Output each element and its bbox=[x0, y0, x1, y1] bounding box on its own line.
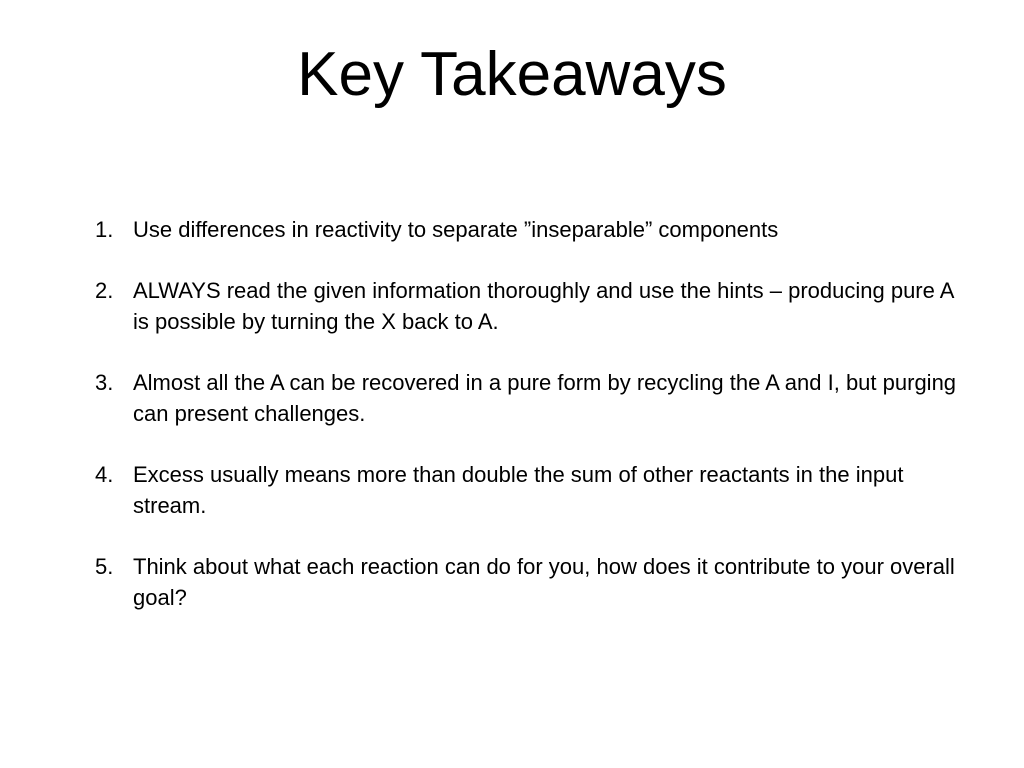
takeaway-item-2 bbox=[95, 275, 975, 337]
takeaway-number: 2. bbox=[95, 278, 114, 303]
takeaway-text: Excess usually means more than double the sum of other reactants in the input stream. bbox=[133, 462, 904, 518]
takeaway-number: 4. bbox=[95, 462, 114, 487]
takeaway-text: Think about what each reaction can do for you, how does it contribute to your overall goal? bbox=[133, 554, 955, 610]
takeaway-number: 1. bbox=[95, 217, 114, 242]
takeaway-text: ALWAYS read the given information thoroughly and use the hints – producing pure A is possible by turning the X back to A. bbox=[133, 278, 954, 334]
takeaway-number: 5. bbox=[95, 554, 114, 579]
takeaway-item-1 bbox=[95, 214, 975, 245]
takeaway-list bbox=[95, 214, 975, 643]
takeaway-item-5 bbox=[95, 551, 975, 613]
takeaway-item-4 bbox=[95, 459, 975, 521]
takeaway-text: Use differences in reactivity to separate ”inseparable” components bbox=[133, 217, 779, 242]
slide-title: Key Takeaways bbox=[297, 40, 727, 109]
takeaway-number: 3. bbox=[95, 370, 114, 395]
takeaway-text: Almost all the A can be recovered in a pure form by recycling the A and I, but purging can present challenges. bbox=[133, 370, 957, 426]
takeaway-item-3 bbox=[95, 367, 975, 429]
